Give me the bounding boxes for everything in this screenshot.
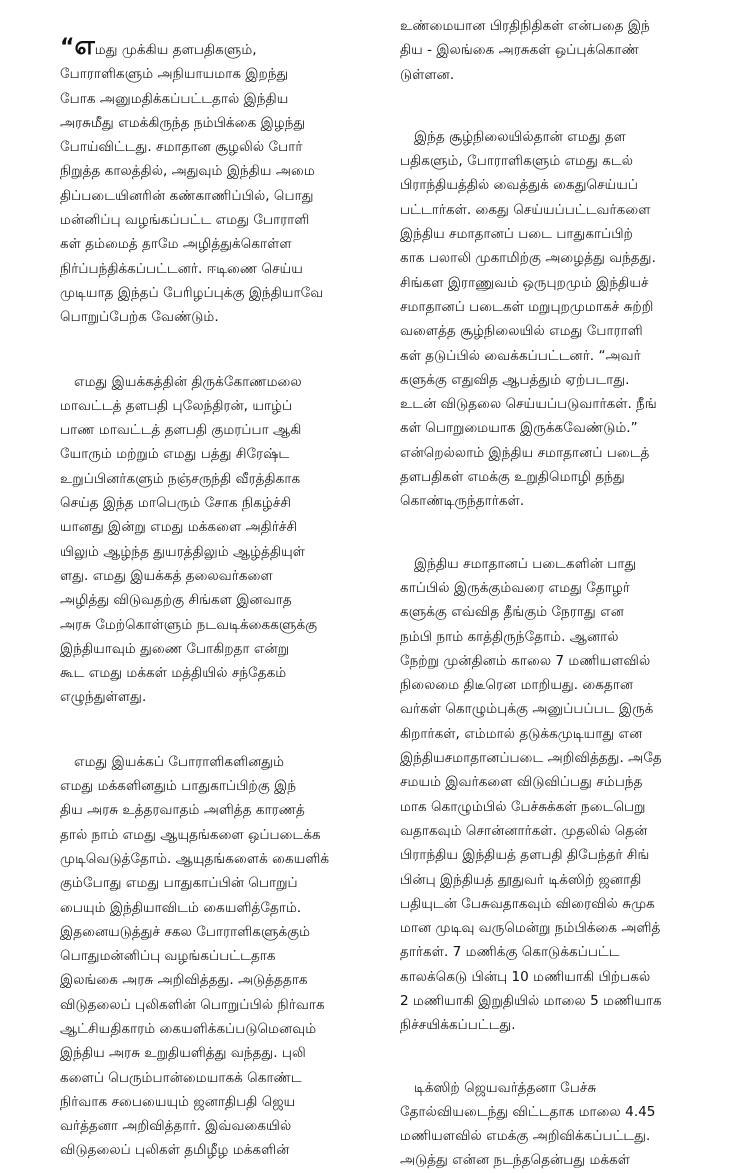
text-line: இலங்கை அரசு அறிவித்தது. அடுத்ததாக <box>60 972 308 989</box>
text-line: செய்த இந்த மாபெரும் சோக நிகழ்ச்சி <box>60 495 292 512</box>
text-line: ஆட்சியதிகாரம் கையளிக்கப்படுமெனவும் <box>60 1020 317 1037</box>
text-line: தோல்வியடைந்து விட்டதாக மாலை 4.45 <box>400 1103 656 1120</box>
text-line: நம்பி நாம் காத்திருந்தோம். ஆனால் <box>400 628 619 645</box>
text-line: மணியளவில் எமக்கு அறிவிக்கப்பட்டது. <box>400 1128 651 1145</box>
text-line: திய - இலங்கை அரசுகள் ஒப்புக்கொண் <box>400 42 639 59</box>
text-line: பாண மாவட்டத் தளபதி குமரப்பா ஆகி <box>60 422 302 439</box>
paragraph-gap <box>400 514 730 552</box>
paragraph <box>60 750 368 1163</box>
text-line: வர்கள் கொழும்புக்கு அனுப்பப்பட இருக் <box>400 701 654 718</box>
text-line: எமது மக்களினதும் பாதுகாப்பிற்கு இந் <box>60 778 297 795</box>
text-line: கூட எமது மக்கள் மத்தியில் சந்தேகம் <box>60 665 287 682</box>
text-line: இந்திய அரசு உறுதியளித்து வந்தது. புலி <box>60 1045 306 1062</box>
text-line: காக பலாலி முகாமிற்கு அழைத்து வந்தது. <box>400 250 656 267</box>
paragraph <box>400 1076 730 1173</box>
text-line: போராளிகளும் அநியாயமாக இறந்து <box>60 66 289 83</box>
text-line: கிறார்கள், எம்மால் தடுக்கமுடியாது என <box>400 725 643 742</box>
text-line: பொறுப்பேற்க வேண்டும். <box>60 309 219 326</box>
text-line: வர்த்தனா அறிவித்தார். இவ்வகையில் <box>60 1118 292 1135</box>
text-line: கொண்டிருந்தார்கள். <box>400 493 525 510</box>
text-line: வதாகவும் சொன்னார்கள். முதலில் தென் <box>400 822 648 839</box>
text-line: வளைத்த சூழ்நிலையில் எமது போராளி <box>400 323 643 340</box>
text-line: நிலைமை திடீரென மாறியது. கைதான <box>400 677 634 694</box>
drop-cap: எ <box>74 31 95 61</box>
text-line: கும்போது எமது பாதுகாப்பின் பொறுப் <box>60 875 298 892</box>
text-line: யோரும் மற்றும் எமது பத்து சிரேஷ்ட <box>60 446 290 463</box>
paragraph-gap <box>60 330 368 370</box>
text-line: உண்மையான பிரதிநிதிகள் என்பதை இந் <box>400 18 650 34</box>
text-line: கள் தம்மைத் தாமே அழித்துக்கொள்ள <box>60 236 292 253</box>
text-line: எழுந்துள்ளது. <box>60 689 147 706</box>
text-line: போக அனுமதிக்கப்பட்டதால் இந்திய <box>60 90 289 107</box>
text-line: அழித்து விடுவதற்கு சிங்கள இனவாத <box>60 592 292 609</box>
text-line: யிலும் ஆழ்ந்த துயரத்திலும் ஆழ்த்தியுள் <box>60 543 306 560</box>
text-line: இந்திய சமாதானப் படைகளின் பாது <box>414 555 637 572</box>
text-line: தால் நாம் எமது ஆயுதங்களை ஒப்படைக்க <box>60 826 321 843</box>
paragraph <box>400 552 730 1038</box>
text-line: விடுதலைப் புலிகள் தமிழீழ மக்களின் <box>60 1142 290 1159</box>
paragraph <box>60 370 368 710</box>
text-line: சிங்கள இராணுவம் ஒருபுறமும் இந்தியச் <box>400 274 649 291</box>
text-line: எமது இயக்கத்தின் திருக்கோணமலை <box>74 373 302 390</box>
text-line: டுள்ளன. <box>400 66 455 83</box>
text-line: அடுத்து என்ன நடந்ததென்பது மக்கள் <box>400 1152 631 1169</box>
text-line: பையும் இந்தியாவிடம் கையளித்தோம். <box>60 899 302 916</box>
text-line: முடியாத இந்தப் பேரிழப்புக்கு இந்தியாவே <box>60 284 324 301</box>
text-line: பதிகளும், போராளிகளும் எமது கடல் <box>400 153 634 170</box>
text-line: இந்த சூழ்நிலையில்தான் எமது தள <box>414 128 626 145</box>
text-line: ளது. எமது இயக்கத் தலைவர்களை <box>60 567 273 584</box>
text-line: பொதுமன்னிப்பு வழங்கப்பட்டதாக <box>60 948 276 965</box>
text-line: கள் பொறுமையாக இருக்கவேண்டும்.” <box>400 420 638 437</box>
paragraph-gap <box>400 87 730 125</box>
text-line: மான முடிவு வருமென்று நம்பிக்கை அளித் <box>400 920 661 937</box>
text-line: இந்தியாவும் துணை போகிறதா என்று <box>60 640 290 657</box>
text-line: காலக்கெடு பின்பு 10 மணியாகி பிற்பகல் <box>400 968 651 985</box>
text-line: கள் தடுப்பில் வைக்கப்பட்டனர். “அவர் <box>400 347 641 364</box>
text-line: உடன் விடுதலை செய்யப்படுவார்கள். நீங் <box>400 396 657 413</box>
text-line: பட்டார்கள். கைது செய்யப்பட்டவர்களை <box>400 201 651 218</box>
text-line: களைப் பெரும்பான்மையாகக் கொண்ட <box>60 1069 302 1086</box>
paragraph <box>400 125 730 514</box>
opening-quote: “ <box>60 35 75 60</box>
text-line: நிர்வாக சபையையும் ஜனாதிபதி ஜெய <box>60 1093 296 1110</box>
text-line: திப்படையினரின் கண்காணிப்பில், பொது <box>60 187 314 204</box>
text-line: என்றெல்லாம் இந்திய சமாதானப் படைத் <box>400 444 650 461</box>
text-line: அரசு மேற்கொள்ளும் நடவடிக்கைகளுக்கு <box>60 616 318 633</box>
text-line: மாவட்டத் தளபதி புலேந்திரன், யாழ்ப் <box>60 397 293 414</box>
text-line: களுக்கு எதுவித ஆபத்தும் ஏற்படாது. <box>400 371 630 388</box>
text-line: நேற்று முன்தினம் காலை 7 மணியளவில் <box>400 652 651 669</box>
text-line: காப்பில் இருக்கும்வரை எமது தோழர் <box>400 579 630 596</box>
text-line: எமது இயக்கப் போராளிகளினதும் <box>74 753 285 770</box>
text-line: பிராந்திய இந்தியத் தளபதி திபேந்தர் சிங் <box>400 847 650 864</box>
paragraph-gap <box>60 710 368 750</box>
text-line: களுக்கு எவ்வித தீங்கும் நேராது என <box>400 604 624 621</box>
text-line: நிறுத்த காலத்தில், அதுவும் இந்திய அமை <box>60 163 315 180</box>
text-line: சமயம் இவர்களை விடுவிப்பது சம்பந்த <box>400 774 643 791</box>
text-line: நிச்சயிக்கப்பட்டது. <box>400 1017 516 1034</box>
paragraph <box>400 14 730 87</box>
text-line: பின்பு இந்தியத் தூதுவர் டிக்ஸிற் ஜனாதி <box>400 871 642 888</box>
text-line-content: மது முக்கிய தளபதிகளும், <box>94 42 257 58</box>
text-line: உறுப்பினர்களும் நஞ்சருந்தி வீரத்திகாக <box>60 470 301 487</box>
text-line: யானது இன்று எமது மக்களை அதிர்ச்சி <box>60 519 298 536</box>
paragraph-gap <box>400 1038 730 1076</box>
text-line: முடிவெடுத்தோம். ஆயுதங்களைக் கையளிக் <box>60 850 330 867</box>
text-line: மாக கொழும்பில் பேச்சுக்கள் நடைபெறு <box>400 798 646 815</box>
text-line: தளபதிகள் எமக்கு உறுதிமொழி தந்து <box>400 469 625 486</box>
text-line: நிர்ப்பந்திக்கப்பட்டனர். ஈடிணை செய்ய <box>60 260 303 277</box>
text-line: போய்விட்டது. சமாதான சூழலில் போர் <box>60 139 303 156</box>
right-column <box>400 0 730 1173</box>
text-line: 2 மணியாகி இறுதியில் மாலை 5 மணியாக <box>400 992 662 1009</box>
text-line: சமாதானப் படைகள் மறுபுறமுமாகச் சுற்றி <box>400 298 654 315</box>
text-line: இந்தியசமாதானப்படை அறிவித்தது. அதே <box>400 750 662 767</box>
text-line: இந்திய சமாதானப் படை பாதுகாப்பிற் <box>400 226 633 243</box>
text-line: பிராந்தியத்தில் வைத்துக் கைதுசெய்யப் <box>400 177 639 194</box>
paragraph <box>60 31 368 330</box>
text-line: பதியுடன் பேசுவதாகவும் விரைவில் சுமுக <box>400 895 655 912</box>
text-line: மன்னிப்பு வழங்கப்பட்ட எமது போராளி <box>60 212 310 229</box>
text-line: இதனையடுத்துச் சகல போராளிகளுக்கும் <box>60 923 311 940</box>
text-line: விடுதலைப் புலிகளின் பொறுப்பில் நிர்வாக <box>60 996 325 1013</box>
text-line: தார்கள். 7 மணிக்கு கொடுக்கப்பட்ட <box>400 944 620 961</box>
text-line: திய அரசு உத்தரவாதம் அளித்த காரணத் <box>60 802 305 819</box>
left-column <box>60 0 368 1163</box>
text-line: அரசுமீது எமக்கிருந்த நம்பிக்கை இழந்து <box>60 114 306 131</box>
text-line: டிக்ஸிற் ஜெயவர்த்தனா பேச்சு <box>414 1079 597 1096</box>
text-line <box>60 31 368 62</box>
